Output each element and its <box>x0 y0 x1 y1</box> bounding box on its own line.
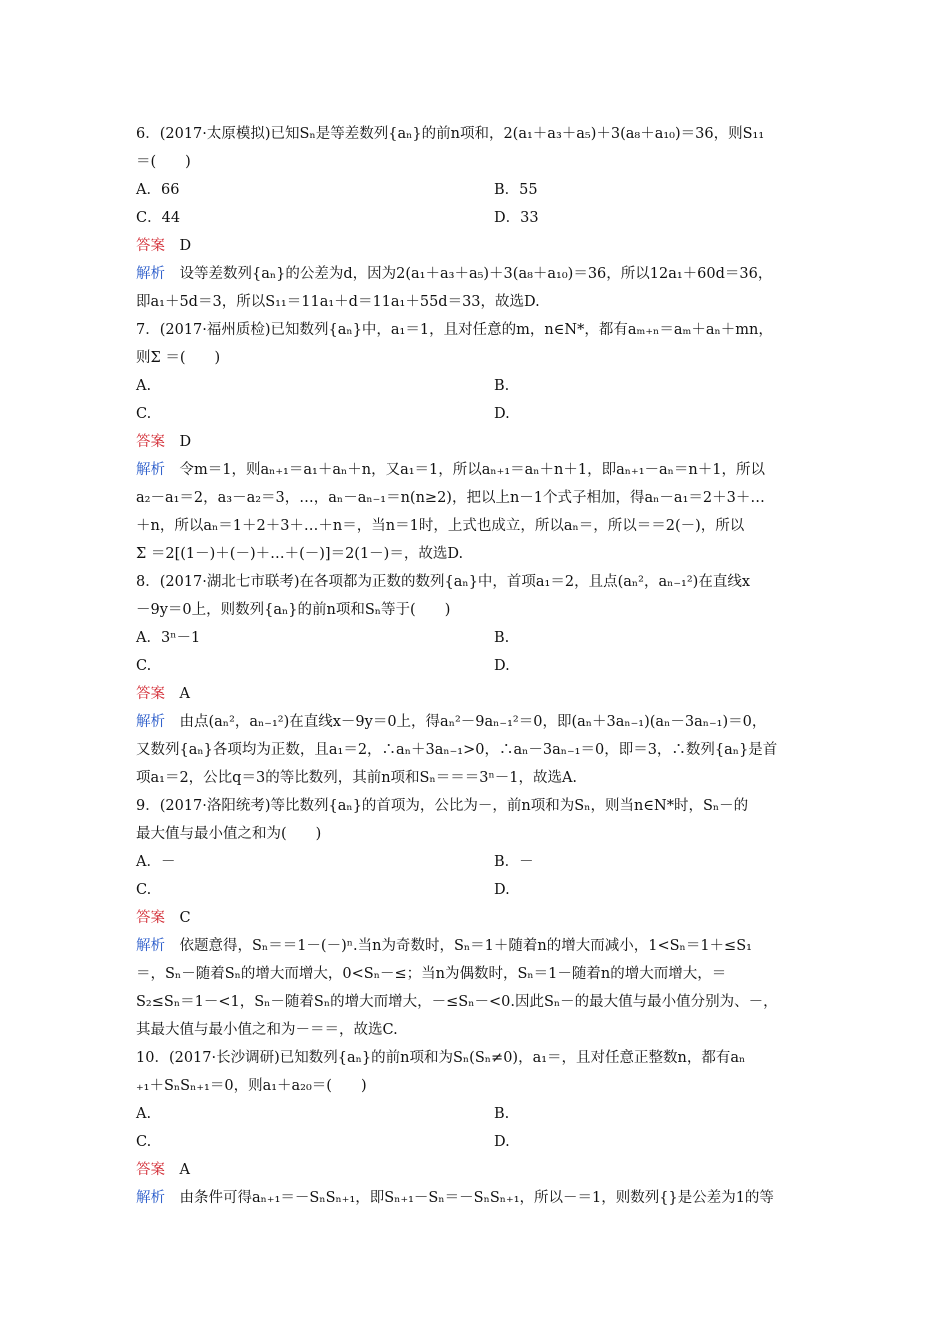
question-7-stem: 7．(2017·福州质检)已知数列{aₙ}中，a₁＝1，且对任意的m，n∈N*，都有aₘ₊ₙ＝aₘ＋aₙ＋mn， <box>136 322 773 338</box>
question-9-stem-cont: 最大值与最小值之和为( ) <box>136 826 322 842</box>
question-7-stem-cont: 则Σ ＝( ) <box>136 350 221 366</box>
answer-label: 答案 <box>136 910 165 926</box>
option-a: A. <box>136 378 152 394</box>
answer-line <box>136 1160 190 1180</box>
option-b: B. <box>494 378 510 394</box>
answer-line <box>136 684 190 704</box>
analysis-text-cont: 即a₁＋5d＝3，所以S₁₁＝11a₁＋d＝11a₁＋55d＝33，故选D. <box>136 294 540 310</box>
question-8-stem-cont: －9y＝0上，则数列{aₙ}的前n项和Sₙ等于( ) <box>136 602 451 618</box>
question-8-stem: 8．(2017·湖北七市联考)在各项都为正数的数列{aₙ}中，首项a₁＝2，且点(aₙ²，aₙ₋₁²)在直线x <box>136 574 751 590</box>
question-6-stem-cont: ＝( ) <box>136 154 191 170</box>
answer-value: D <box>179 434 192 450</box>
option-b: B. <box>494 630 510 646</box>
analysis-label: 解析 <box>136 714 165 730</box>
answer-label: 答案 <box>136 434 165 450</box>
analysis-line <box>136 936 752 956</box>
option-b: B．55 <box>494 182 538 198</box>
analysis-text: 依题意得，Sₙ＝＝1－(－)ⁿ.当n为奇数时，Sₙ＝1＋随着n的增大而减小，1<Sₙ＝1＋≤S₁ <box>179 938 752 954</box>
option-d: D. <box>494 406 510 422</box>
option-b: B．－ <box>494 854 534 870</box>
analysis-text-cont: 其最大值与最小值之和为－＝＝，故选C. <box>136 1022 398 1038</box>
analysis-text-cont: a₂－a₁＝2，a₃－a₂＝3，…，aₙ－aₙ₋₁＝n(n≥2)，把以上n－1个式子相加，得aₙ－a₁＝2＋3＋… <box>136 490 765 506</box>
analysis-label: 解析 <box>136 938 165 954</box>
analysis-line <box>136 712 766 732</box>
analysis-line <box>136 264 772 284</box>
analysis-text-cont: ＋n，所以aₙ＝1＋2＋3＋…＋n＝，当n＝1时，上式也成立，所以aₙ＝，所以＝＝2(－)，所以 <box>136 518 745 534</box>
answer-value: A <box>179 1162 190 1178</box>
analysis-text-cont: 项a₁＝2，公比q＝3的等比数列，其前n项和Sₙ＝＝＝3ⁿ－1，故选A. <box>136 770 578 786</box>
option-a: A．66 <box>136 182 180 198</box>
option-b: B. <box>494 1106 510 1122</box>
answer-value: C <box>179 910 191 926</box>
analysis-text-cont: S₂≤Sₙ＝1－<1，Sₙ－随着Sₙ的增大而增大，－≤Sₙ－<0.因此Sₙ－的最大值与最小值分别为、－， <box>136 994 778 1010</box>
analysis-label: 解析 <box>136 1190 165 1206</box>
analysis-line <box>136 1188 774 1208</box>
answer-line <box>136 236 191 256</box>
answer-value: A <box>179 686 190 702</box>
option-a: A．3ⁿ－1 <box>136 630 201 646</box>
analysis-text: 由点(aₙ²，aₙ₋₁²)在直线x－9y＝0上，得aₙ²－9aₙ₋₁²＝0，即(aₙ＋3aₙ₋₁)(aₙ－3aₙ₋₁)＝0， <box>179 714 767 730</box>
answer-label: 答案 <box>136 686 165 702</box>
analysis-text-cont: 又数列{aₙ}各项均为正数，且a₁＝2，∴aₙ＋3aₙ₋₁>0，∴aₙ－3aₙ₋₁＝0，即＝3，∴数列{aₙ}是首 <box>136 742 778 758</box>
question-9-stem: 9．(2017·洛阳统考)等比数列{aₙ}的首项为，公比为－，前n项和为Sₙ，则当n∈N*时，Sₙ－的 <box>136 798 749 814</box>
option-d: D．33 <box>494 210 539 226</box>
analysis-text: 由条件可得aₙ₊₁＝－SₙSₙ₊₁，即Sₙ₊₁－Sₙ＝－SₙSₙ₊₁，所以－＝1，则数列{}是公差为1的等 <box>179 1190 774 1206</box>
question-10-stem: 10．(2017·长沙调研)已知数列{aₙ}的前n项和为Sₙ(Sₙ≠0)，a₁＝，且对任意正整数n，都有aₙ <box>136 1050 746 1066</box>
analysis-line <box>136 460 765 480</box>
analysis-text: 设等差数列{aₙ}的公差为d，因为2(a₁＋a₃＋a₅)＋3(a₈＋a₁₀)＝36，所以12a₁＋60d＝36， <box>179 266 773 282</box>
answer-label: 答案 <box>136 238 165 254</box>
option-d: D. <box>494 658 510 674</box>
option-c: C. <box>136 658 152 674</box>
question-6-stem: 6．(2017·太原模拟)已知Sₙ是等差数列{aₙ}的前n项和，2(a₁＋a₃＋a₅)＋3(a₈＋a₁₀)＝36，则S₁₁ <box>136 126 765 142</box>
option-d: D. <box>494 882 510 898</box>
question-10-stem-cont: ₊₁＋SₙSₙ₊₁＝0，则a₁＋a₂₀＝( ) <box>136 1078 367 1094</box>
answer-line <box>136 908 191 928</box>
option-c: C. <box>136 882 152 898</box>
analysis-label: 解析 <box>136 266 165 282</box>
answer-label: 答案 <box>136 1162 165 1178</box>
option-a: A. <box>136 1106 152 1122</box>
option-c: C．44 <box>136 210 181 226</box>
analysis-text-cont: ＝，Sₙ－随着Sₙ的增大而增大，0<Sₙ－≤；当n为偶数时，Sₙ＝1－随着n的增大而增大，＝ <box>136 966 727 982</box>
option-a: A．－ <box>136 854 176 870</box>
analysis-text-cont: Σ ＝2[(1－)＋(－)＋…＋(－)]＝2(1－)＝，故选D. <box>136 546 464 562</box>
answer-value: D <box>179 238 192 254</box>
answer-line <box>136 432 191 452</box>
option-c: C. <box>136 406 152 422</box>
option-d: D. <box>494 1134 510 1150</box>
analysis-label: 解析 <box>136 462 165 478</box>
option-c: C. <box>136 1134 152 1150</box>
analysis-text: 令m＝1，则aₙ₊₁＝a₁＋aₙ＋n，又a₁＝1，所以aₙ₊₁＝aₙ＋n＋1，即aₙ₊₁－aₙ＝n＋1，所以 <box>179 462 765 478</box>
